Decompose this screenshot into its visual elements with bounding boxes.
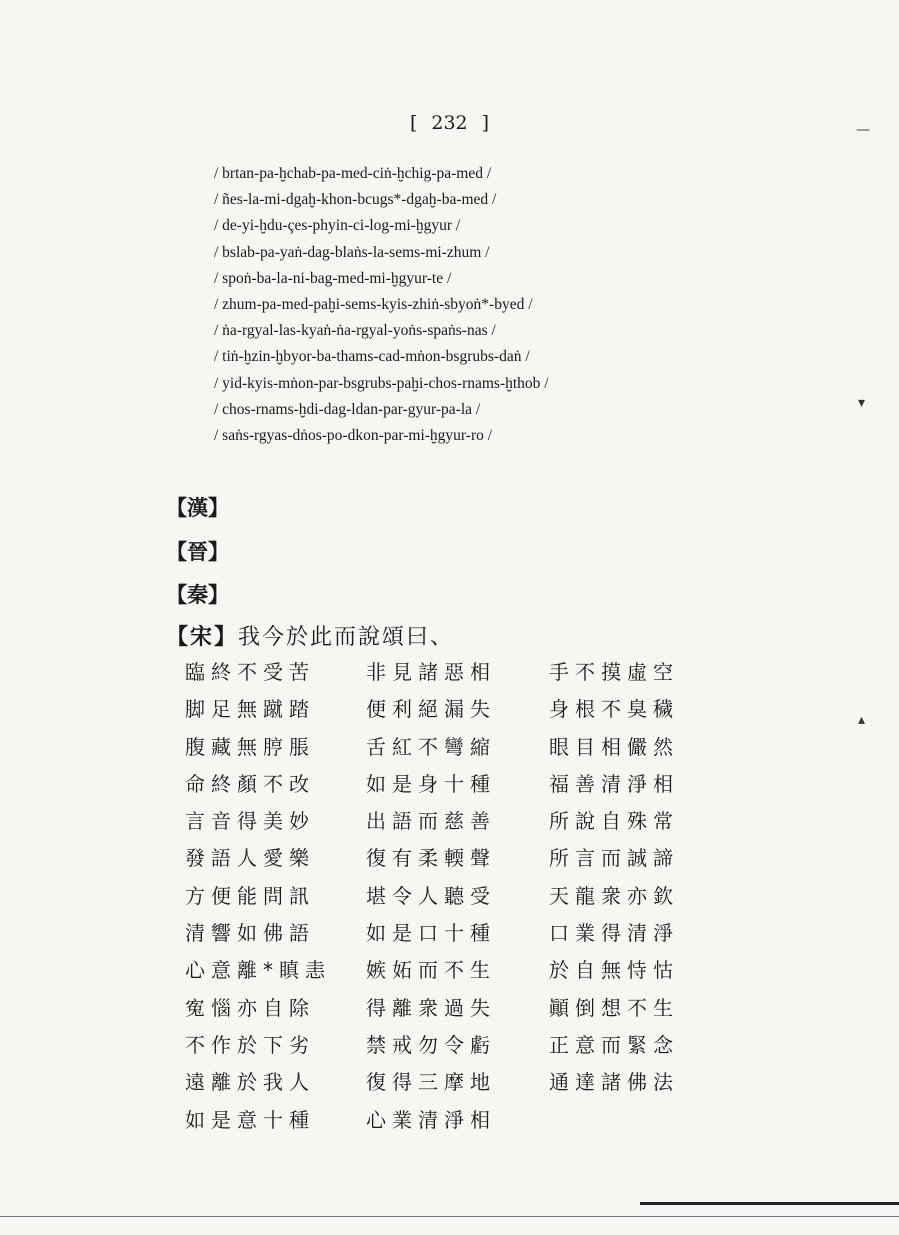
verse-line: 口業得清淨 [549, 921, 679, 946]
bottom-edge-shadow [640, 1202, 899, 1205]
tibetan-line: / chos-rnams-ḫdi-dag-ldan-par-gyur-pa-la / [214, 400, 481, 418]
verse-line: 通達諸佛法 [549, 1070, 679, 1095]
page-number-close-bracket: ] [481, 112, 490, 134]
verse-line: 嫉妬而不生 [366, 958, 496, 983]
tibetan-line: / yid-kyis-mṅon-par-bsgrubs-paḫi-chos-rnams-ḫthob / [214, 374, 549, 392]
dynasty-marker-han: 【漢】 [166, 496, 229, 520]
verse-line: 命終顏不改 [185, 771, 315, 796]
verse-line: 所言而誠諦 [549, 846, 679, 871]
margin-arrow-mark: ▾ [858, 395, 866, 411]
verse-line: 不作於下劣 [185, 1032, 315, 1057]
dynasty-marker-qin: 【秦】 [166, 583, 229, 607]
tibetan-line: / zhum-pa-med-paḫi-sems-kyis-zhiṅ-sbyoṅ*-byed / [214, 296, 533, 314]
verse-line: 顚倒想不生 [549, 995, 679, 1020]
dynasty-marker-jin: 【晉】 [166, 540, 229, 564]
verse-intro [166, 620, 454, 651]
tibetan-line: / ñes-la-mi-dgaḫ-khon-bcugs*-dgaḫ-ba-med / [214, 191, 497, 209]
verse-line: 脚足無蹴踏 [185, 697, 315, 722]
tibetan-line: / tiṅ-ḫzin-ḫbyor-ba-thams-cad-mṅon-bsgrubs-daṅ / [214, 348, 530, 366]
verse-line: 正意而緊念 [549, 1032, 679, 1057]
tibetan-line: / de-yi-ḫdu-çes-phyin-ci-log-mi-ḫgyur / [214, 217, 461, 235]
page-number [0, 112, 899, 134]
verse-line: 便利絕漏失 [366, 697, 496, 722]
verse-intro-text: 我今於此而說頌曰、 [238, 625, 455, 650]
verse-line: 腹藏無脝脹 [185, 734, 315, 759]
verse-line: 臨終不受苦 [185, 660, 315, 684]
verse-column-2 [366, 654, 496, 1139]
verse-line: 復有柔輭聲 [366, 846, 496, 871]
verse-line: 如是意十種 [185, 1107, 315, 1132]
tibetan-line: / bslab-pa-yaṅ-dag-blaṅs-la-sems-mi-zhum / [214, 243, 490, 261]
verse-line: 舌紅不彎縮 [366, 734, 496, 759]
verse-line: 如是身十種 [366, 771, 496, 796]
verse-line: 言音得美妙 [185, 809, 315, 834]
tibetan-line: / saṅs-rgyas-dṅos-po-dkon-par-mi-ḫgyur-ro / [214, 427, 493, 445]
verse-line: 方便能問訊 [185, 883, 315, 908]
verse-line: 福善清淨相 [549, 771, 679, 796]
tibetan-line: / spoṅ-ba-la-ni-bag-med-mi-ḫgyur-te / [214, 269, 452, 287]
verse-line: 天龍衆亦欽 [549, 883, 679, 908]
verse-line: 清響如佛語 [185, 921, 315, 946]
bottom-rule [0, 1216, 899, 1217]
tibetan-line: / ṅa-rgyal-las-kyaṅ-ṅa-rgyal-yoṅs-spaṅs-nas / [214, 322, 496, 340]
verse-line: 所說自殊常 [549, 809, 679, 834]
verse-line: 非見諸惡相 [366, 660, 496, 684]
verse-line: 復得三摩地 [366, 1070, 496, 1095]
page-number-open-bracket: [ [409, 112, 418, 134]
verse-line: 禁戒勿令虧 [366, 1032, 496, 1057]
verse-line: 於自無恃怙 [549, 958, 679, 983]
verse-line: 得離衆過失 [366, 995, 496, 1020]
verse-line: 身根不臭穢 [549, 697, 679, 722]
verse-column-3 [549, 654, 679, 1102]
tibetan-verse-block [214, 161, 549, 449]
verse-line: 眼目相儼然 [549, 734, 679, 759]
verse-line: 堪令人聽受 [366, 883, 496, 908]
verse-column-1 [185, 654, 331, 1139]
verse-line: 心業清淨相 [366, 1107, 496, 1132]
margin-tick-mark: — [856, 122, 870, 138]
verse-line: 如是口十種 [366, 921, 496, 946]
verse-line: 遠離於我人 [185, 1070, 315, 1095]
dynasty-marker-song: 【宋】 [166, 625, 239, 650]
margin-arrow-mark: ▴ [858, 712, 866, 728]
verse-line: 出語而慈善 [366, 809, 496, 834]
page-number-value: 232 [431, 112, 468, 134]
verse-line: 寃惱亦自除 [185, 995, 315, 1020]
tibetan-line: / brtan-pa-ḫchab-pa-med-ciṅ-ḫchig-pa-med / [214, 165, 492, 182]
verse-line: 發語人愛樂 [185, 846, 315, 871]
verse-line: 手不摸虛空 [549, 660, 679, 684]
verse-line: 心意離*瞋恚 [185, 958, 331, 983]
